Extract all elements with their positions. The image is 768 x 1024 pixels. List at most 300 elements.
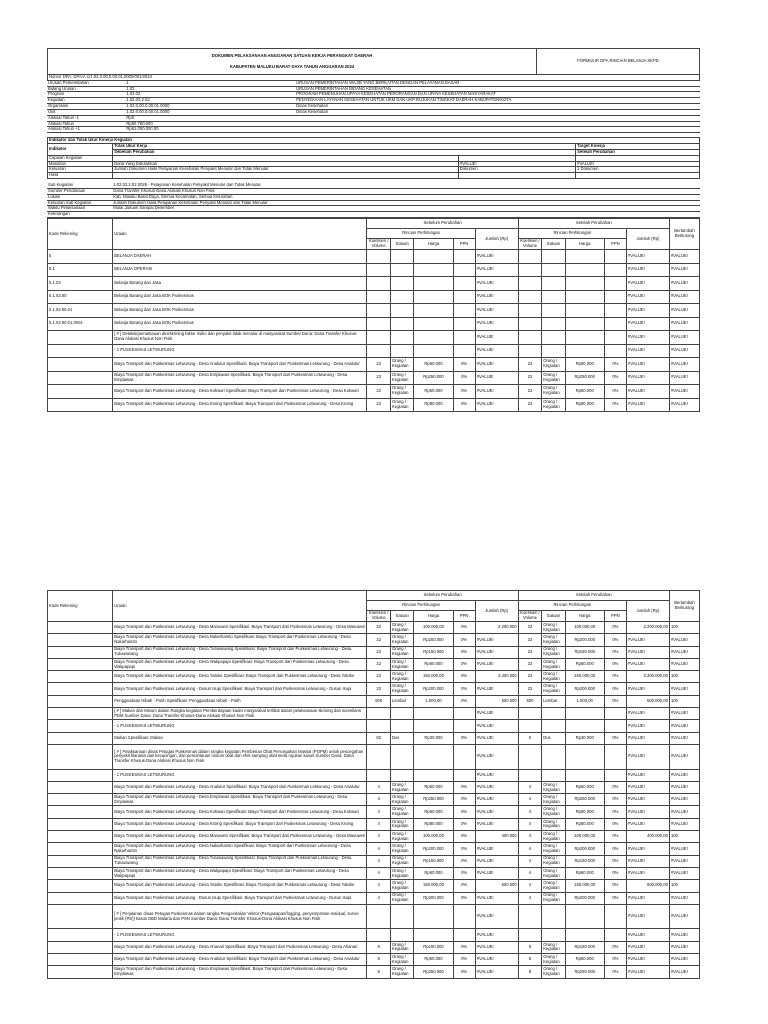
table-cell — [453, 708, 475, 720]
table-cell: 0% — [453, 818, 475, 830]
table-cell — [414, 304, 453, 318]
table-cell: Rp60.000 — [414, 806, 453, 818]
table-cell: #VALUE! — [626, 634, 669, 646]
table-cell: 0% — [453, 941, 475, 953]
table-cell: #VALUE! — [626, 250, 669, 264]
th-uraian: Uraian — [113, 219, 367, 250]
table-cell: Rp200.000 — [414, 683, 453, 695]
table-cell: Rp200.000 — [565, 634, 604, 646]
table-cell: Rp200.000 — [414, 843, 453, 855]
table-cell: 0% — [453, 831, 475, 843]
table-cell: #VALUE! — [475, 744, 518, 769]
header-table — [47, 48, 700, 81]
table-cell: #VALUE! — [626, 732, 669, 744]
table-cell: #VALUE! — [626, 344, 669, 358]
th-ppn: PPN — [604, 239, 626, 250]
table-cell: Orang / Kegiatan — [542, 371, 565, 385]
table-cell: Orang / Kegiatan — [542, 966, 565, 978]
table-cell: 22 — [367, 371, 390, 385]
table-cell: Belanja Barang dan Jasa BOK Puskesmas — [113, 304, 367, 318]
table-cell: 0% — [604, 892, 626, 904]
table-cell: 4 — [518, 855, 541, 867]
info-desc: URUSAN PEMERINTAHAN WAJIB YANG BERKAITAN DENGAN PELAYANAN DASAR — [295, 81, 700, 86]
table-cell — [367, 250, 390, 264]
table-cell: 5.1.02.90 — [48, 290, 113, 304]
table-cell — [367, 769, 390, 781]
table-cell — [565, 769, 604, 781]
indikator-label: Capaian Kegiatan — [48, 155, 113, 161]
table-cell: #VALUE! — [475, 929, 518, 941]
formulir-label: FORMULIR DPA RINCIAN BELANJA SKPD — [537, 49, 700, 75]
table-cell — [565, 304, 604, 318]
table-cell: 5.1.02.90.01.0001 — [48, 317, 113, 331]
table-cell: #VALUE! — [626, 744, 669, 769]
table-cell: 0% — [604, 634, 626, 646]
table-cell: 4 — [367, 855, 390, 867]
table-cell: Penggandaan Hibah - Putih Spesifikasi: Penggandaan Hibah - Putih — [113, 695, 367, 707]
table-row — [48, 683, 700, 695]
table-row — [48, 263, 700, 277]
table-cell: 8 — [367, 966, 390, 978]
table-row — [48, 818, 700, 830]
table-cell — [48, 867, 113, 879]
table-cell — [518, 344, 541, 358]
rincian-table-2 — [47, 590, 700, 979]
table-cell: 22 — [367, 622, 390, 634]
table-cell — [542, 344, 565, 358]
nomor-dpa: Nomor DPA: DPA/A.1/1.02.0.00.0.00.01.0000/001/2024 — [48, 75, 700, 81]
table-cell — [453, 744, 475, 769]
table-cell: 8 — [367, 954, 390, 966]
tolak-ukur-head: Tolak Ukur Kerja — [113, 144, 576, 150]
sub-label: Keterangan — [47, 212, 112, 218]
table-row — [48, 831, 700, 843]
table-cell: 0% — [604, 855, 626, 867]
table-cell: - 1 PUSKESMAS LETWURUNG — [113, 720, 367, 732]
table-row — [48, 634, 700, 646]
table-cell: #VALUE! — [626, 646, 669, 658]
table-cell — [48, 794, 113, 806]
table-cell: #VALUE! — [626, 331, 669, 345]
table-cell: #VALUE! — [475, 371, 518, 385]
th-setelah: Setelah Perubahan — [518, 219, 669, 229]
table-row — [48, 855, 700, 867]
table-cell: Dus — [390, 732, 413, 744]
table-cell: 0% — [453, 892, 475, 904]
table-cell — [367, 317, 390, 331]
table-cell: #VALUE! — [626, 398, 669, 412]
info-desc: Dinas Kesehatan — [295, 104, 700, 110]
table-cell: Orang / Kegiatan — [542, 855, 565, 867]
sub-value: Kab. Maluku Barat Daya, Semua Kecamatan, Semua Kelurahan — [112, 194, 700, 200]
table-cell: Biaya Transport dan Puskesmas Letwurung - Desa Manuweri Spesifikasi: Biaya Transport dari Puskesmas Letwurung - Desa Manuweri — [113, 831, 367, 843]
info-label: Program — [47, 92, 125, 98]
th-jumlah: Jumlah (Rp) — [626, 229, 669, 250]
alokasi-value: Rp61.000.000,00 — [125, 127, 700, 133]
table-cell: 4 — [367, 867, 390, 879]
table-cell — [414, 708, 453, 720]
table-cell: #VALUE! — [669, 892, 699, 904]
table-cell: #VALUE! — [626, 781, 669, 793]
table-cell: 0% — [604, 358, 626, 372]
table-cell: 0% — [453, 398, 475, 412]
table-cell: Rp250.000 — [565, 371, 604, 385]
table-cell — [565, 708, 604, 720]
th-kv: Koefisien / Volume — [520, 238, 540, 249]
table-cell: #VALUE! — [475, 806, 518, 818]
table-cell: 600.000 — [475, 880, 518, 892]
table-cell: Biaya Transport dan Puskesmas Letwurung - Desa Ahanari Spesifikasi: Biaya Transport dari Puskesmas Letwurung - Desa Ahanari — [113, 941, 367, 953]
table-cell — [390, 304, 413, 318]
th-bertambah: Bertambah Berkurang — [669, 591, 699, 622]
table-cell: Makan Spesifikasi: Makan — [113, 732, 367, 744]
table-cell: 0% — [604, 966, 626, 978]
table-cell: Biaya Transport dan Puskesmas Letwurung - Desa Analutur Spesifikasi: Biaya Transport dari Puskesmas Letwurung - Desa Analutur — [113, 358, 367, 372]
table-cell: 0% — [453, 385, 475, 399]
table-cell: Rp60.000 — [565, 867, 604, 879]
table-cell: Orang / Kegiatan — [542, 867, 565, 879]
table-cell: Rp80.000 — [414, 398, 453, 412]
table-cell: Biaya Transport dan Puskesmas Letwurung - Desa Kroing Spesifikasi: Biaya Transport dari Puskesmas Letwurung - Desa Kroing — [113, 818, 367, 830]
table-cell: 22 — [367, 671, 390, 683]
table-cell: #VALUE! — [626, 290, 669, 304]
table-cell — [542, 277, 565, 291]
table-cell: #VALUE! — [626, 794, 669, 806]
sub-label: Keluaran Sub Kegiatan — [47, 200, 112, 206]
table-cell: [ # ] Makan dan Minum dalam Rangka kegiatan Pemberdayaan kader masyarakat terlibat dalam pelaksanaan skrining dan surveilans PDM Sumber Dana: Dana Transfer Khusus-Dana Alokasi Khusus Non Fisik — [113, 708, 367, 720]
table-cell: 4 — [367, 794, 390, 806]
table-cell — [565, 331, 604, 345]
table-cell: 0% — [604, 954, 626, 966]
table-cell: #VALUE! — [669, 263, 699, 277]
table-cell — [390, 250, 413, 264]
table-cell — [542, 290, 565, 304]
table-cell: 5.1 — [48, 263, 113, 277]
table-cell — [367, 344, 390, 358]
sub-label: Waktu Pelaksanaan — [47, 206, 112, 212]
table-cell: #VALUE! — [669, 398, 699, 412]
alokasi-label: Alokasi Tahun — [47, 121, 125, 127]
table-cell: Rp150.000 — [414, 855, 453, 867]
table-cell: Rp60.000 — [565, 358, 604, 372]
table-cell — [48, 358, 113, 372]
table-row — [48, 954, 700, 966]
table-cell — [518, 904, 541, 929]
table-cell — [604, 250, 626, 264]
table-row — [48, 622, 700, 634]
table-cell — [48, 708, 113, 720]
table-cell: 82 — [367, 732, 390, 744]
th-sebelum: Sebelum Perubahan — [367, 591, 518, 601]
table-cell — [518, 263, 541, 277]
table-cell: 0% — [453, 358, 475, 372]
table-cell — [48, 331, 113, 345]
table-cell — [414, 904, 453, 929]
table-cell: 8 — [518, 941, 541, 953]
table-cell: Biaya Transport dan Puskesmas Letwurung - Desa Analutur Spesifikasi: Biaya Transport dari Puskesmas Letwurung - Desa Analutur — [113, 954, 367, 966]
table-row — [48, 317, 700, 331]
info-desc: PENYEDIAAN LAYANAN KESEHATAN UNTUK UKM DAN UKP RUJUKAN TINGKAT DAERAH KABUPATEN/KOTA — [295, 98, 700, 104]
table-cell: #VALUE! — [626, 941, 669, 953]
table-cell — [367, 304, 390, 318]
table-cell: 0% — [453, 880, 475, 892]
th-jumlah: Jumlah (Rp) — [475, 601, 518, 622]
info-desc: PROGRAM PEMENUHAN UPAYA KESEHATAN PERORANGAN DAN UPAYA KESEHATAN MASYARAKAT — [295, 92, 700, 98]
table-cell: #VALUE! — [475, 304, 518, 318]
th-harga: Harga — [414, 239, 453, 250]
info-table — [47, 81, 700, 116]
table-cell: 0% — [604, 843, 626, 855]
table-row — [48, 290, 700, 304]
table-cell — [542, 263, 565, 277]
table-cell: 4 — [367, 806, 390, 818]
info-code: 1.02.02 — [125, 92, 295, 98]
table-cell: Orang / Kegiatan — [390, 634, 413, 646]
table-cell: Orang / Kegiatan — [390, 794, 413, 806]
sub-row — [47, 212, 700, 218]
target-head: Target Kinerja — [576, 144, 700, 150]
table-cell: Rp60.000 — [414, 385, 453, 399]
table-cell: #VALUE! — [669, 317, 699, 331]
table-cell — [48, 904, 113, 929]
table-cell: 0% — [604, 732, 626, 744]
table-cell — [48, 671, 113, 683]
table-cell — [604, 744, 626, 769]
table-cell: Belanja Barang dan Jasa BOK Puskesmas — [113, 290, 367, 304]
table-cell — [390, 769, 413, 781]
table-cell — [48, 634, 113, 646]
table-cell: Rp60.000 — [414, 358, 453, 372]
table-cell: Rp150.000 — [414, 646, 453, 658]
table-cell: 0% — [453, 855, 475, 867]
info-code: 1.02.0.00.0.00.01.0000 — [125, 104, 295, 110]
table-cell: Biaya Transport dan Puskesmas Letwurung - Desa Emplawas Spesifikasi: Biaya Transport dari Puskesmas Letwurung - Desa Emplawas — [113, 794, 367, 806]
table-cell: [ # ] Perjalanan dinas Petugas Puskesmas dalam rangka Pengendalian Vektor (Pengasapan/fogging, penyemprotan residual, survei jentik (PE)) kasus DBD Malaria dan PSN Sumber Dana: Dana Transfer Khusus-Dana Alokasi Khusus Non Fisik — [113, 904, 367, 929]
table-row — [48, 385, 700, 399]
table-cell: #VALUE! — [669, 720, 699, 732]
table-cell: Biaya Transport dan Puskesmas Letwurung - Desa Emplawas Spesifikasi: Biaya Transport dari Puskesmas Letwurung - Desa Emplawas — [113, 966, 367, 978]
sub-label: Sub Kegiatan — [47, 183, 112, 188]
table-cell: #VALUE! — [475, 867, 518, 879]
table-cell: #VALUE! — [475, 683, 518, 695]
th-sat: Satuan — [542, 611, 565, 622]
table-cell: 22 — [518, 646, 541, 658]
table-cell: BELANJA OPERASI — [113, 263, 367, 277]
table-cell: Orang / Kegiatan — [390, 385, 413, 399]
table-cell: 1.000,00 — [414, 695, 453, 707]
table-cell — [414, 744, 453, 769]
table-cell: 3.300.000,00 — [626, 671, 669, 683]
table-cell: Rp200.000 — [565, 683, 604, 695]
table-cell — [604, 317, 626, 331]
th-jumlah: Jumlah (Rp) — [626, 601, 669, 622]
table-cell — [542, 250, 565, 264]
table-cell: #VALUE! — [626, 708, 669, 720]
alokasi-table — [47, 116, 700, 133]
table-cell: 1.000,00 — [565, 695, 604, 707]
th-sat: Satuan — [390, 239, 413, 250]
table-cell — [48, 622, 113, 634]
table-cell — [367, 263, 390, 277]
table-row — [48, 671, 700, 683]
table-cell — [518, 720, 541, 732]
table-cell: 22 — [518, 385, 541, 399]
table-row — [48, 744, 700, 769]
table-cell — [390, 720, 413, 732]
indikator-tolak: Jumlah Dokumen Hasil Pelayanan Kesehatan Penyakit Menular dan Tidak Menular — [113, 167, 459, 173]
table-cell: Orang / Kegiatan — [390, 371, 413, 385]
table-cell: 0% — [604, 398, 626, 412]
table-cell: Orang / Kegiatan — [390, 818, 413, 830]
indikator-label: Hasil — [48, 173, 113, 179]
table-cell: 22 — [518, 658, 541, 670]
table-cell: Orang / Kegiatan — [542, 794, 565, 806]
table-cell: 4 — [518, 818, 541, 830]
table-cell: 4 — [518, 843, 541, 855]
table-cell — [414, 250, 453, 264]
th-harga: Harga — [414, 611, 453, 622]
table-cell — [565, 317, 604, 331]
info-desc: URUSAN PEMERINTAHAN BIDANG KESEHATAN — [295, 86, 700, 92]
table-cell — [367, 744, 390, 769]
table-cell — [414, 769, 453, 781]
table-cell: 150.000,00 — [414, 671, 453, 683]
table-cell — [390, 708, 413, 720]
table-cell: Rp60.000 — [414, 781, 453, 793]
info-code: 1 — [125, 81, 295, 86]
table-cell — [604, 263, 626, 277]
table-cell — [390, 317, 413, 331]
table-cell — [604, 720, 626, 732]
table-cell: 0% — [604, 818, 626, 830]
table-cell: Biaya Transport dan Puskesmas Letwurung - Desa Yatoke Spesifikasi: Biaya Transport dari Puskesmas Letwurung - Desa Yatoke — [113, 671, 367, 683]
table-cell: #VALUE! — [475, 966, 518, 978]
table-cell — [48, 818, 113, 830]
table-cell — [453, 250, 475, 264]
table-cell: Orang / Kegiatan — [390, 966, 413, 978]
table-cell: #VALUE! — [475, 263, 518, 277]
table-cell: Orang / Kegiatan — [542, 818, 565, 830]
table-cell — [565, 250, 604, 264]
table-cell: Rp80.000 — [414, 818, 453, 830]
table-cell: 4 — [518, 781, 541, 793]
table-cell: Rp250.000 — [565, 966, 604, 978]
table-cell — [518, 708, 541, 720]
table-cell: 0% — [604, 867, 626, 879]
table-cell: Rp60.000 — [565, 385, 604, 399]
table-cell: Orang / Kegiatan — [390, 781, 413, 793]
table-cell: Orang / Kegiatan — [390, 880, 413, 892]
table-row — [48, 769, 700, 781]
table-cell: Rp250.000 — [414, 371, 453, 385]
table-cell: #VALUE! — [669, 344, 699, 358]
table-row — [48, 892, 700, 904]
table-cell — [367, 331, 390, 345]
th-sat: Satuan — [390, 611, 413, 622]
table-cell: #VALUE! — [475, 794, 518, 806]
table-cell — [390, 263, 413, 277]
table-cell: Orang / Kegiatan — [542, 781, 565, 793]
sub-value: 1.02.02.2.02.0026 - Pelayanan Kesehatan Penyakit Menular dan Tidak Menular — [112, 183, 700, 188]
table-cell: Orang / Kegiatan — [390, 646, 413, 658]
table-cell: #VALUE! — [669, 806, 699, 818]
table-cell: 0% — [604, 941, 626, 953]
table-cell — [518, 769, 541, 781]
table-cell: - 1 PUSKESMAS LETWURUNG — [113, 344, 367, 358]
table-cell: #VALUE! — [475, 398, 518, 412]
th-kv: Koefisien / Volume — [368, 610, 389, 620]
table-cell: Rp200.000 — [414, 892, 453, 904]
table-cell — [565, 929, 604, 941]
table-cell: Orang / Kegiatan — [390, 867, 413, 879]
table-cell — [414, 720, 453, 732]
table-cell: Orang / Kegiatan — [542, 843, 565, 855]
table-cell: Biaya Transport dan Puskesmas Letwurung - Desa Emplawas Spesifikasi: Biaya Transport dari Puskesmas Letwurung - Desa Emplawas — [113, 371, 367, 385]
table-cell — [390, 929, 413, 941]
table-cell: Orang / Kegiatan — [390, 855, 413, 867]
table-cell: Biaya Transport dan Puskesmas Letwurung - Desa Manuweri Spesifikasi: Biaya Transport dari Puskesmas Letwurung - Desa Manuweri — [113, 622, 367, 634]
table-cell: Orang / Kegiatan — [390, 398, 413, 412]
table-cell: Orang / Kegiatan — [542, 646, 565, 658]
table-cell: Orang / Kegiatan — [390, 954, 413, 966]
table-cell: [ # ] Pelaksanaan dinas Petugas Puskesmas dalam rangka kegiatan Pemberian Obat Pencegahan Massal (POPM) untuk pencegahan penyakit filariasis dan kecacingan, dan pemantauan minum obat dan efek samping obat serta rujukan kasus Sumber Dana: Dana Transfer Khusus-Dana Alokasi Khusus Non Fisik — [113, 744, 367, 769]
table-cell: #VALUE! — [669, 250, 699, 264]
table-cell: Rp200.000 — [565, 892, 604, 904]
table-cell — [604, 769, 626, 781]
table-cell: #VALUE! — [626, 769, 669, 781]
table-cell: Biaya Transport dan Puskesmas Letwurung - Desa Kroing Spesifikasi: Biaya Transport dari Puskesmas Letwurung - Desa Kroing — [113, 398, 367, 412]
table-cell — [48, 954, 113, 966]
th-jumlah: Jumlah (Rp) — [475, 229, 518, 250]
table-cell: Rp80.000 — [565, 398, 604, 412]
table-cell — [604, 331, 626, 345]
table-cell: 0% — [604, 831, 626, 843]
table-cell: Biaya Transport dan Puskesmas Letwurung - Desa Kokwari Spesifikasi: Biaya Transport dari Puskesmas Letwurung - Desa Kokwari — [113, 385, 367, 399]
table-cell: 0% — [453, 634, 475, 646]
table-cell: #VALUE! — [669, 904, 699, 929]
sub-value: Dana Transfer Khusus-Dana Alokasi Khusus Non Fisik — [112, 188, 700, 194]
table-cell — [48, 732, 113, 744]
table-cell: 0% — [453, 966, 475, 978]
table-cell: #VALUE! — [669, 781, 699, 793]
table-cell — [367, 708, 390, 720]
table-cell: 0% — [453, 781, 475, 793]
table-cell: #VALUE! — [626, 658, 669, 670]
doc-title: DOKUMEN PELAKSANAAN ANGGARAN SATUAN KERJA PERANGKAT DAERAH KABUPATEN MALUKU BARAT DAYA TAHUN ANGGARAN 2024 — [48, 49, 537, 75]
indikator-setelah: #VALUE! — [576, 161, 700, 167]
table-cell: #VALUE! — [669, 843, 699, 855]
table-cell: 4 — [367, 831, 390, 843]
table-cell: 600.000,00 — [626, 880, 669, 892]
table-row — [48, 806, 700, 818]
table-cell: #VALUE! — [475, 843, 518, 855]
table-cell: Biaya Transport dan Puskesmas Letwurung - Desa Wakpapapi Spesifikasi: Biaya Transport dari Puskesmas Letwurung - Desa Wakpapapi — [113, 658, 367, 670]
table-cell: #VALUE! — [669, 385, 699, 399]
table-cell: #VALUE! — [669, 304, 699, 318]
table-cell — [453, 317, 475, 331]
table-cell: 2.200.000 — [475, 622, 518, 634]
setelah-head: Setelah Perubahan — [576, 149, 700, 155]
table-row — [48, 794, 700, 806]
indikator-setelah — [576, 173, 700, 179]
table-row — [48, 732, 700, 744]
table-cell — [48, 806, 113, 818]
table-cell — [414, 929, 453, 941]
table-cell: 22 — [367, 683, 390, 695]
table-cell: #VALUE! — [626, 954, 669, 966]
table-cell: 0% — [604, 781, 626, 793]
table-row — [48, 277, 700, 291]
